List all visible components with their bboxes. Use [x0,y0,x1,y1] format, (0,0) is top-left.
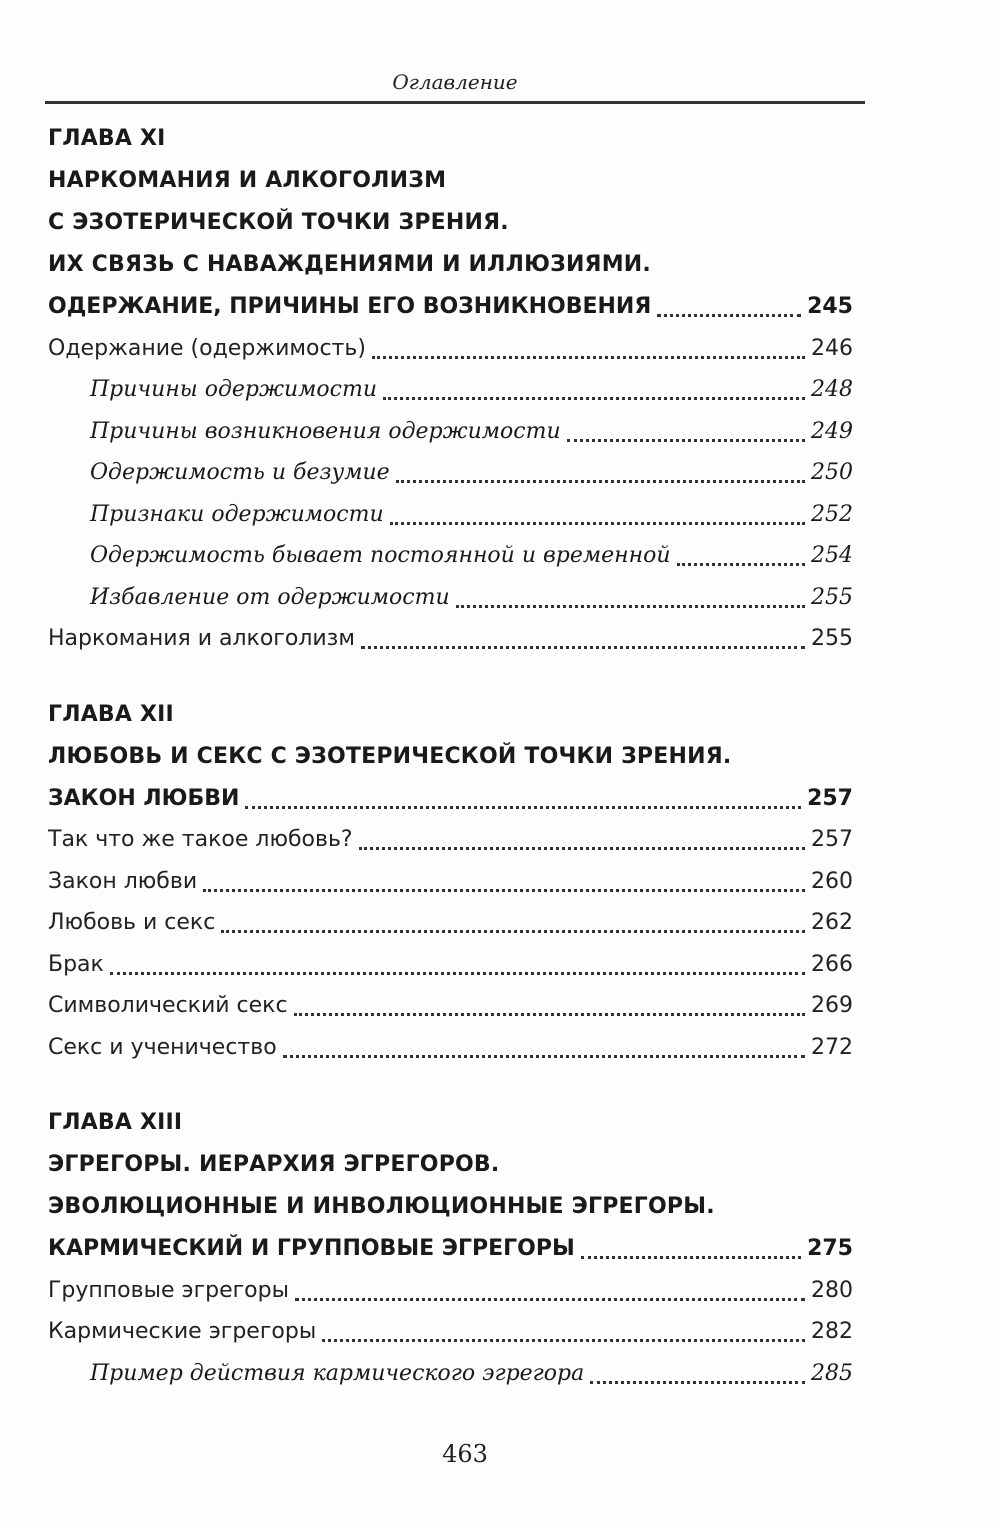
toc-entry-text: Одержимость бывает постоянной и временной [90,543,671,568]
dot-leader [322,1339,805,1342]
dot-leader [361,646,805,649]
toc-entry-text: Групповые эгрегоры [48,1277,289,1303]
toc-entry[interactable] [48,985,853,1027]
toc-page-number: 250 [811,460,853,485]
toc-page-number: 257 [811,827,853,852]
toc-page-number: 266 [811,951,853,977]
toc-entry[interactable] [48,535,853,577]
toc-entry-text: КАРМИЧЕСКИЙ И ГРУППОВЫЕ ЭГРЕГОРЫ [48,1236,575,1261]
toc-entry-text: Причины одержимости [90,377,377,402]
dot-leader [221,930,805,933]
chapter-title-line: С ЭЗОТЕРИЧЕСКОЙ ТОЧКИ ЗРЕНИЯ. [48,210,509,235]
toc-entry-text: Брак [48,951,104,977]
toc-page-number: 269 [811,993,853,1018]
chapter-section [48,1102,853,1394]
toc-page-number: 252 [811,501,853,527]
toc-page-number: 275 [807,1236,853,1261]
toc-page-number: 260 [811,868,853,894]
toc-entry[interactable] [48,944,853,986]
toc-entry[interactable] [48,494,853,536]
header-rule [45,101,865,104]
dot-leader [383,397,805,400]
dot-leader [372,356,805,359]
toc-entry[interactable] [48,1027,853,1069]
dot-leader [245,806,801,809]
chapter-title-line: ИХ СВЯЗЬ С НАВАЖДЕНИЯМИ И ИЛЛЮЗИЯМИ. [48,252,651,277]
chapter-number: ГЛАВА XIII [48,1110,183,1135]
toc-entry-text: Избавление от одержимости [90,584,450,610]
dot-leader [110,972,805,975]
toc-page-number: 257 [807,785,853,811]
chapter-title-line: ЭГРЕГОРЫ. ИЕРАРХИЯ ЭГРЕГОРОВ. [48,1152,500,1177]
toc-entry-text: Секс и ученичество [48,1034,277,1060]
toc-main-entry[interactable] [48,1228,853,1270]
dot-leader [396,480,805,483]
running-header: Оглавление [392,70,518,94]
toc-entry[interactable] [48,369,853,411]
dot-leader [677,563,805,566]
toc-entry[interactable] [48,618,853,660]
toc-entry-text: Символический секс [48,993,288,1018]
toc-page-number: 246 [811,335,853,361]
toc-entry[interactable] [48,1270,853,1312]
toc-entry[interactable] [48,577,853,619]
dot-leader [203,889,805,892]
dot-leader [581,1256,801,1259]
toc-page-number: 272 [811,1034,853,1060]
toc-main-entry[interactable] [48,778,853,820]
table-of-contents [48,118,853,1428]
toc-entry-text: ЗАКОН ЛЮБВИ [48,785,240,811]
dot-leader [590,1381,805,1384]
dot-leader [294,1013,805,1016]
chapter-section [48,694,853,1069]
toc-entry[interactable] [48,1311,853,1353]
chapter-section [48,118,853,660]
toc-entry-text: Пример действия кармического эгрегора [90,1360,585,1386]
toc-entry-text: Признаки одержимости [90,501,384,527]
toc-entry[interactable] [48,902,853,944]
toc-page-number: 255 [811,626,853,651]
dot-leader [390,522,805,525]
dot-leader [567,439,805,442]
toc-entry[interactable] [48,1353,853,1395]
toc-entry-text: ОДЕРЖАНИЕ, ПРИЧИНЫ ЕГО ВОЗНИКНОВЕНИЯ [48,294,652,319]
toc-entry-text: Причины возникновения одержимости [90,418,561,444]
toc-entry-text: Любовь и секс [48,910,216,935]
dot-leader [657,314,801,317]
toc-entry-text: Наркомания и алкоголизм [48,626,355,651]
chapter-title-line: ЛЮБОВЬ И СЕКС С ЭЗОТЕРИЧЕСКОЙ ТОЧКИ ЗРЕНИЯ. [48,743,732,769]
toc-page-number: 285 [811,1360,853,1386]
toc-page-number: 245 [807,294,853,319]
toc-entry-text: Так что же такое любовь? [48,827,353,852]
toc-page-number: 254 [811,543,853,568]
toc-page-number: 249 [811,418,853,444]
dot-leader [359,847,805,850]
page-number: 463 [442,1440,488,1468]
toc-entry-text: Одержимость и безумие [90,460,390,485]
toc-page-number: 262 [811,910,853,935]
toc-entry-text: Кармические эгрегоры [48,1319,317,1344]
toc-page-number: 248 [811,377,853,402]
toc-entry[interactable] [48,411,853,453]
chapter-title-line: ЭВОЛЮЦИОННЫЕ И ИНВОЛЮЦИОННЫЕ ЭГРЕГОРЫ. [48,1194,715,1219]
chapter-number: ГЛАВА XII [48,701,174,727]
toc-page-number: 255 [811,584,853,610]
toc-entry-text: Закон любви [48,868,198,894]
dot-leader [295,1298,805,1301]
dot-leader [456,605,805,608]
toc-entry[interactable] [48,328,853,370]
toc-entry[interactable] [48,861,853,903]
chapter-title-line: НАРКОМАНИЯ И АЛКОГОЛИЗМ [48,168,447,193]
dot-leader [283,1055,805,1058]
toc-entry-text: Одержание (одержимость) [48,335,366,361]
toc-page-number: 280 [811,1277,853,1303]
chapter-number: ГЛАВА XI [48,126,166,151]
toc-page-number: 282 [811,1319,853,1344]
toc-entry[interactable] [48,819,853,861]
toc-main-entry[interactable] [48,286,853,328]
toc-entry[interactable] [48,452,853,494]
